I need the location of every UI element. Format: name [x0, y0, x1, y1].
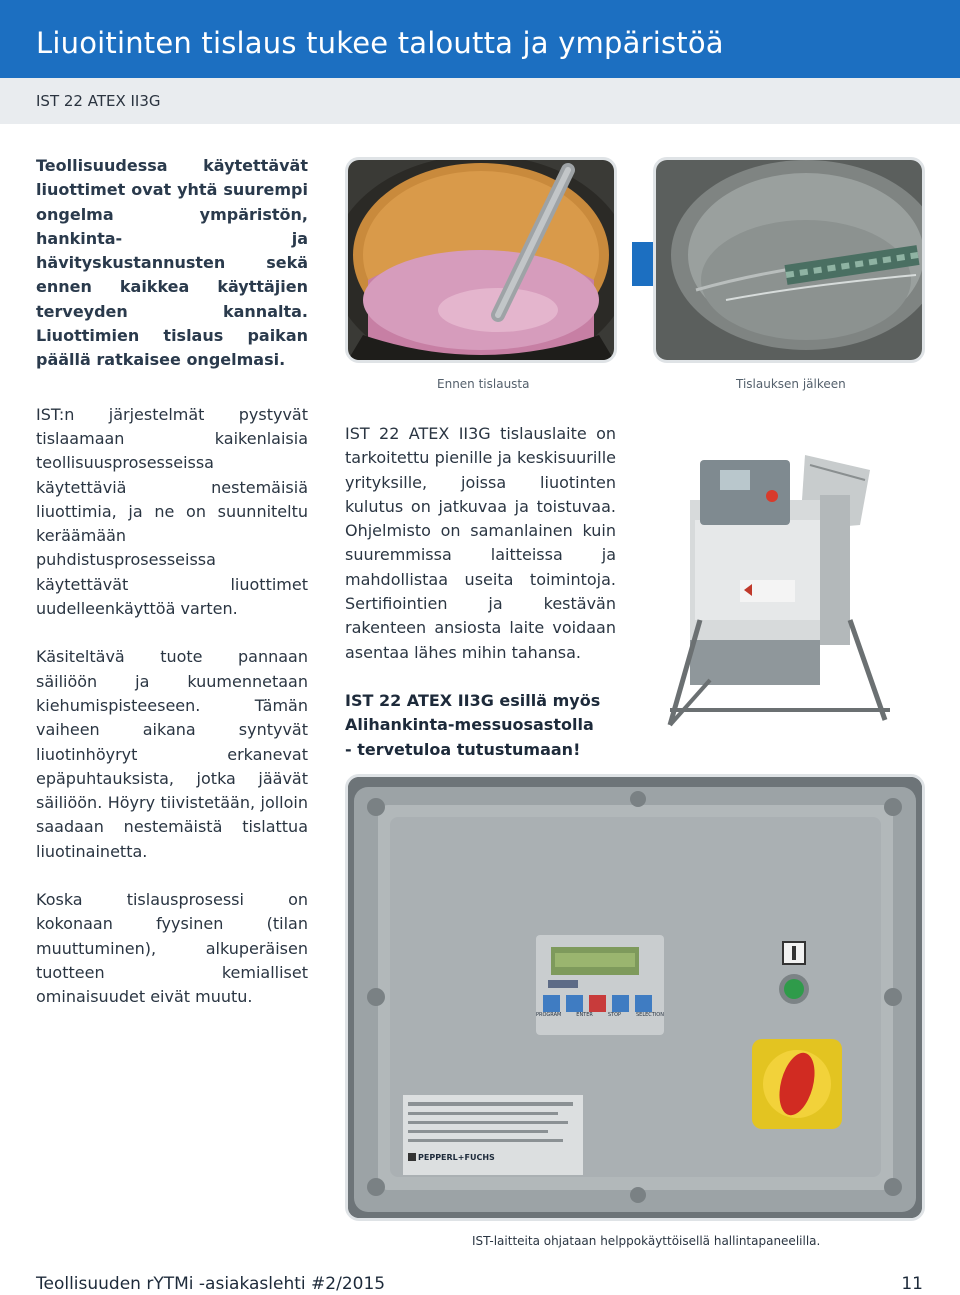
stop-label: STOP — [607, 1012, 622, 1018]
program-label: PROGRAM — [536, 1012, 562, 1018]
product-subtitle: IST 22 ATEX II3G — [36, 92, 161, 110]
panel-caption: IST-laitteita ohjataan helppokäyttöisellä hallintapaneelilla. — [472, 1234, 821, 1248]
caption-before: Ennen tislausta — [437, 377, 530, 391]
lead-paragraph: Teollisuudessa käytettävät liuottimet ovat yhtä suurempi ongelma ympäristön, hankinta- ja hävityskustannusten sekä ennen kaikkea käyttäjien terveyden kannalta. Liuottimien tislaus paikan päällä ratkaisee ongelmasi. — [36, 156, 308, 370]
body-paragraph-1: IST:n järjestelmät pystyvät tislaamaan kaikenlaisia teollisuusprosesseissa käytettäviä nestemäisiä liuottimia, ja ne on suunniteltu keräämään puhdistusprosesseissa käytettävät liuottimet uudelleenkäyttöä varten. — [36, 404, 308, 619]
left-column — [36, 154, 308, 1034]
caption-after: Tislauksen jälkeen — [736, 377, 846, 391]
middle-column — [345, 422, 616, 786]
device-photo — [660, 440, 916, 730]
expo-line-2: Alihankinta-messuosastolla — [345, 715, 594, 735]
photo-before-distillation — [345, 157, 617, 363]
body-paragraph-2: Käsiteltävä tuote pannaan säiliöön ja kuumennetaan kiehumispisteeseen. Tämän vaiheen aikana syntyvät liuotinhöyryt erkanevat epäpuhtauksista, jotka jäävät säiliöön. Höyry tiivistetään, jolloin saadaan nestemäistä tislattua liuotinainetta. — [36, 647, 308, 861]
selection-label: SELECTION — [636, 1012, 664, 1018]
page-title: Liuoitinten tislaus tukee taloutta ja ympäristöä — [36, 26, 724, 60]
product-description: IST 22 ATEX II3G tislauslaite on tarkoitettu pienille ja keskisuurille yrityksille, joissa liuotinten kulutus on jatkuvaa ja toistuvaa. Ohjelmisto on samanlainen kuin suuremmissa laitteissa ja mahdollistaa useita toimintoja. Sertifiointien ja kestävän rakenteen ansiosta laite voidaan asentaa lähes mihin tahansa. — [345, 424, 616, 662]
expo-invitation — [345, 689, 616, 762]
footer-publication: Teollisuuden rYTMi -asiakaslehti #2/2015 — [36, 1274, 386, 1294]
body-paragraph-3: Koska tislausprosessi on kokonaan fyysinen (tilan muuttuminen), alkuperäisen tuotteen kemialliset ominaisuudet eivät muutu. — [36, 890, 308, 1007]
expo-line-1: IST 22 ATEX II3G esillä myös — [345, 690, 601, 710]
page-number: 11 — [901, 1274, 923, 1294]
enter-label: ENTER — [576, 1012, 593, 1018]
expo-line-3: - tervetuloa tutustumaan! — [345, 739, 581, 759]
nameplate-brand: PEPPERL+FUCHS — [418, 1153, 495, 1162]
photo-after-distillation — [653, 157, 925, 363]
panel-button-labels — [536, 1012, 664, 1018]
